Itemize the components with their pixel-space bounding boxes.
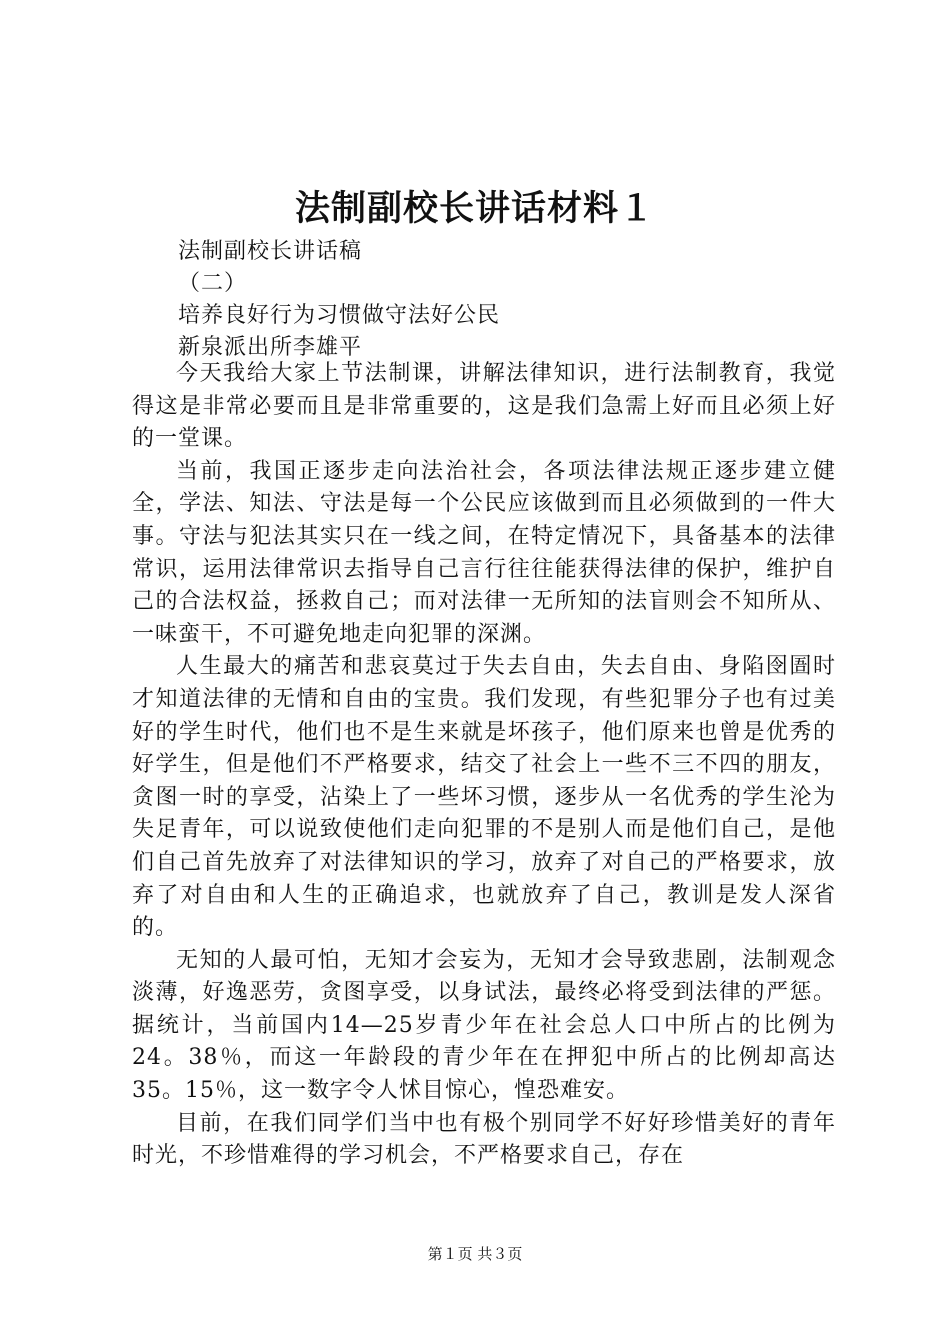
speech-part-number: （二） <box>178 271 248 296</box>
document-title: 法制副校长讲话材料１ <box>294 188 655 229</box>
body-paragraph: 今天我给大家上节法制课，讲解法律知识，进行法制教育，我觉得这是非常必要而且是非常重要的，这是我们急需上好而且必须上好的一堂课。 <box>132 361 836 452</box>
body-paragraph: 目前，在我们同学们当中也有极个别同学不好好珍惜美好的青年时光，不珍惜难得的学习机会，不严格要求自己，存在 <box>132 1110 836 1169</box>
speech-title: 法制副校长讲话稿 <box>178 239 363 264</box>
speech-subtitle: 培养良好行为习惯做守法好公民 <box>178 303 501 328</box>
body-paragraph: 无知的人最可怕，无知才会妄为，无知才会导致悲剧，法制观念淡薄，好逸恶劳，贪图享受，以身试法，最终必将受到法律的严惩。据统计，当前国内14—25岁青少年在社会总人口中所占的比例为24。38％，而这一年龄段的青少年在在押犯中所占的比例却高达35。15％，这一数字令人怵目惊心，惶恐难安。 <box>132 947 836 1104</box>
page-footer: 第１页 共３页 <box>427 1245 523 1263</box>
body-paragraph: 人生最大的痛苦和悲哀莫过于失去自由，失去自由、身陷囹圄时才知道法律的无情和自由的宝贵。我们发现，有些犯罪分子也有过美好的学生时代，他们也不是生来就是坏孩子，他们原来也曾是优秀的好学生，但是他们不严格要求，结交了社会上一些不三不四的朋友，贪图一时的享受，沾染上了一些坏习惯，逐步从一名优秀的学生沦为失足青年，可以说致使他们走向犯罪的不是别人而是他们自己，是他们自己首先放弃了对法律知识的学习，放弃了对自己的严格要求，放弃了对自由和人生的正确追求，也就放弃了自己，教训是发人深省的。 <box>132 654 836 941</box>
document-header <box>178 236 878 364</box>
document-body <box>132 358 836 1173</box>
body-paragraph: 当前，我国正逐步走向法治社会，各项法律法规正逐步建立健全，学法、知法、守法是每一个公民应该做到而且必须做到的一件大事。守法与犯法其实只在一线之间，在特定情况下，具备基本的法律常识，运用法律常识去指导自己言行往往能获得法律的保护，维护自己的合法权益，拯救自己；而对法律一无所知的法盲则会不知所从、一味蛮干，不可避免地走向犯罪的深渊。 <box>132 458 836 647</box>
speech-author: 新泉派出所李雄平 <box>178 335 363 360</box>
